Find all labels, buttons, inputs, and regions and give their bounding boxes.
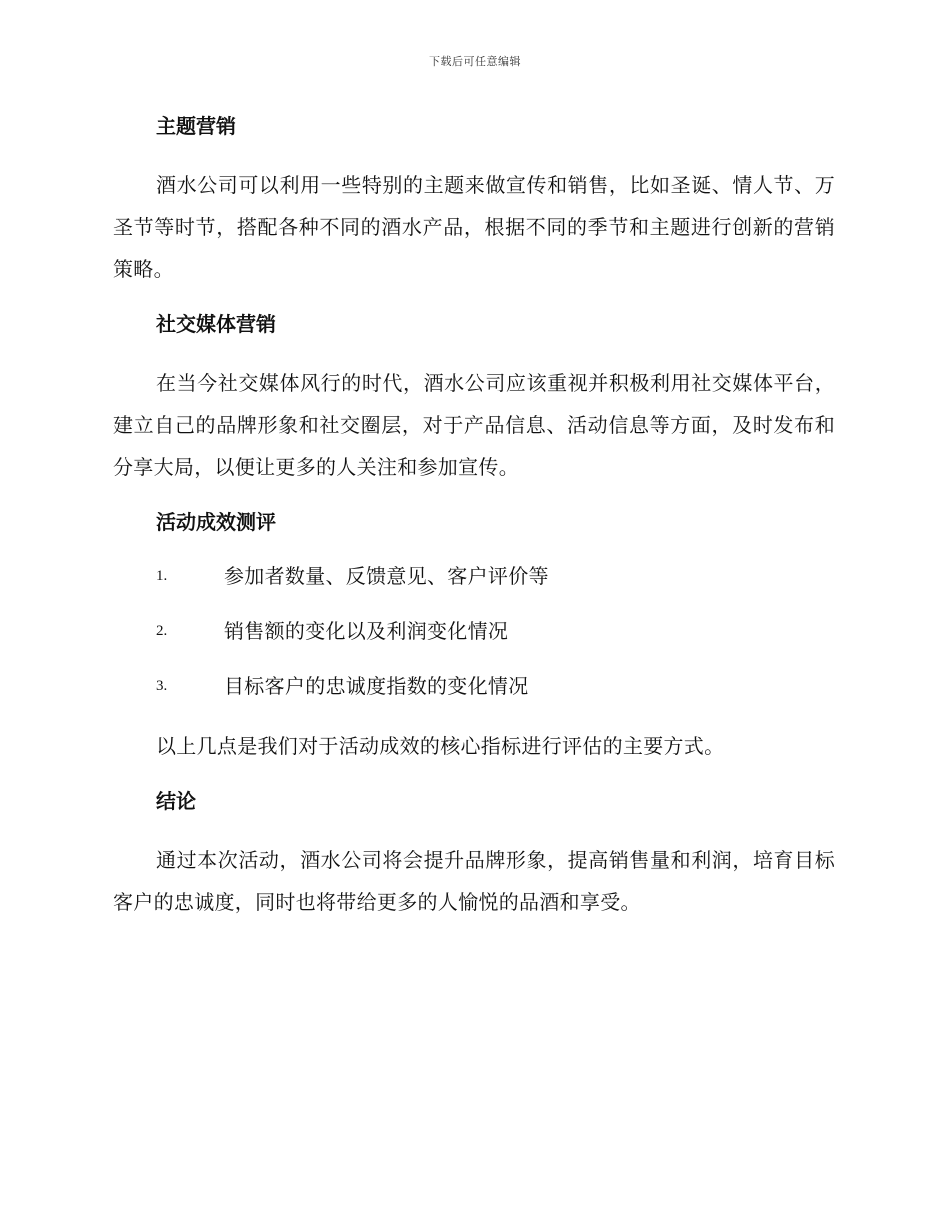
section-paragraph: 在当今社交媒体风行的时代，酒水公司应该重视并积极利用社交媒体平台，建立自己的品牌形象和社交圈层，对于产品信息、活动信息等方面，及时发布和分享大局，以便让更多的人关注和参加宣传。 (113, 371, 835, 479)
section-conclusion (113, 785, 835, 923)
section-heading: 主题营销 (156, 114, 236, 138)
section-paragraph: 通过本次活动，酒水公司将会提升品牌形象，提高销售量和利润，培育目标客户的忠诚度，同时也将带给更多的人愉悦的品酒和享受。 (113, 848, 835, 914)
list-text: 销售额的变化以及利润变化情况 (224, 619, 509, 643)
section-heading: 结论 (156, 789, 196, 813)
list-number: 2. (156, 623, 168, 639)
section-heading: 活动成效测评 (156, 510, 276, 534)
list-text: 目标客户的忠诚度指数的变化情况 (224, 674, 529, 698)
document-body (113, 110, 835, 941)
numbered-list (113, 560, 835, 702)
list-item (113, 560, 835, 592)
list-item (113, 670, 835, 702)
list-text: 参加者数量、反馈意见、客户评价等 (224, 564, 549, 588)
section-paragraph: 以上几点是我们对于活动成效的核心指标进行评估的主要方式。 (156, 734, 725, 758)
list-item (113, 615, 835, 647)
page-header: 下载后可任意编辑 (429, 55, 521, 68)
list-number: 3. (156, 678, 168, 694)
section-heading: 社交媒体营销 (156, 312, 276, 336)
section-social-media-marketing (113, 308, 835, 488)
list-number: 1. (156, 568, 168, 584)
section-evaluation (113, 506, 835, 767)
section-theme-marketing (113, 110, 835, 290)
section-paragraph: 酒水公司可以利用一些特别的主题来做宣传和销售，比如圣诞、情人节、万圣节等时节，搭配各种不同的酒水产品，根据不同的季节和主题进行创新的营销策略。 (113, 173, 835, 281)
